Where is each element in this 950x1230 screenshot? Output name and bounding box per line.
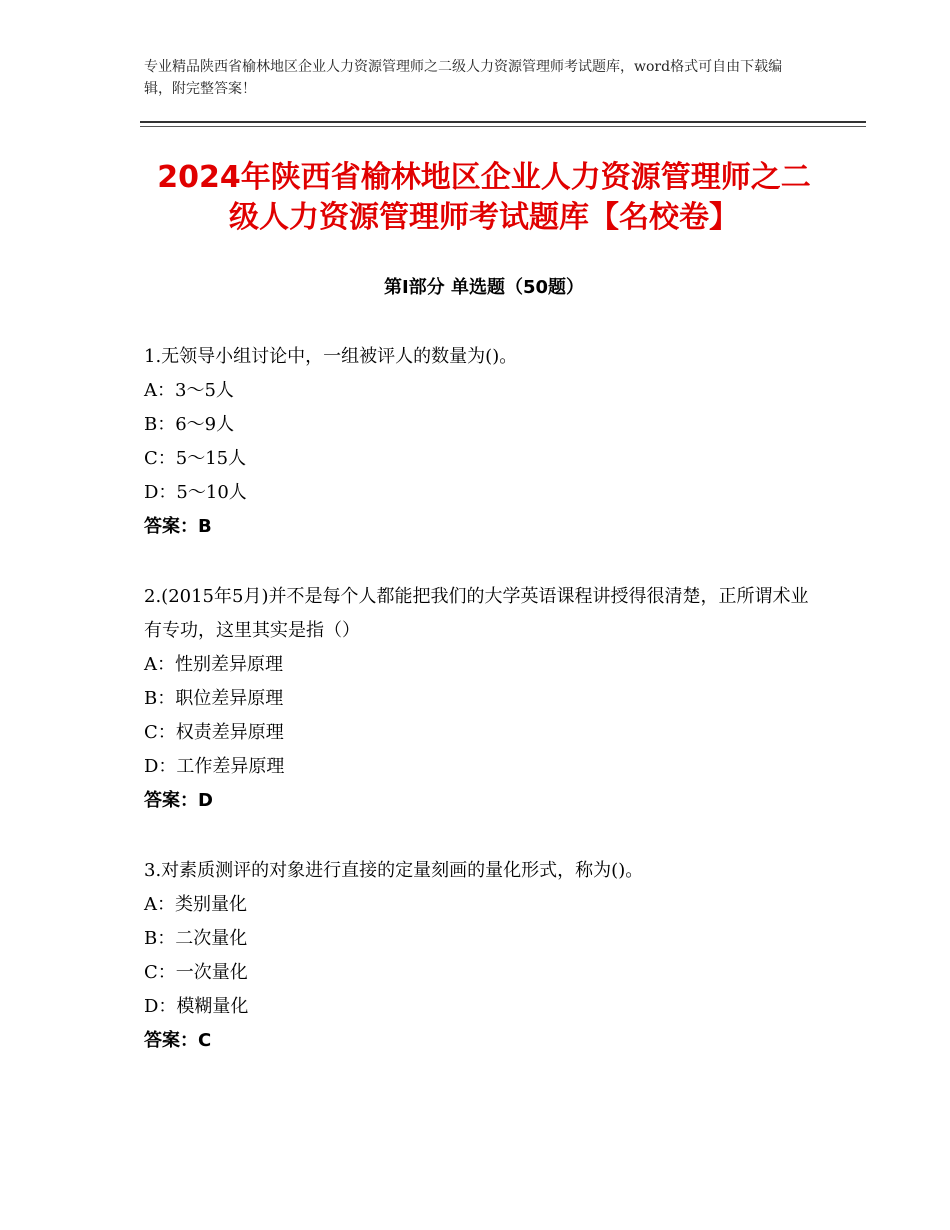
header-note: 专业精品陕西省榆林地区企业人力资源管理师之二级人力资源管理师考试题库，word格式可自由下载编辑，附完整答案！ [144, 59, 783, 97]
question-3 [144, 854, 824, 1058]
option-a: A：3～5人 [144, 380, 234, 401]
question-stem: 3.对素质测评的对象进行直接的定量刻画的量化形式，称为()。 [144, 860, 644, 881]
option-c: C：权责差异原理 [144, 722, 284, 743]
option-c: C：一次量化 [144, 962, 248, 983]
answer: 答案：B [144, 516, 212, 537]
option-a: A：性别差异原理 [144, 654, 283, 675]
question-list [144, 340, 824, 1094]
option-b: B：二次量化 [144, 928, 248, 949]
answer: 答案：D [144, 790, 213, 811]
option-c: C：5～15人 [144, 448, 247, 469]
option-d: D：5～10人 [144, 482, 247, 503]
option-a: A：类别量化 [144, 894, 247, 915]
header-divider-thick [140, 121, 866, 123]
answer: 答案：C [144, 1030, 212, 1051]
option-b: B：6～9人 [144, 414, 235, 435]
document-title: 2024年陕西省榆林地区企业人力资源管理师之二级人力资源管理师考试题库【名校卷】 [157, 160, 811, 235]
question-1 [144, 340, 824, 544]
question-stem: 1.无领导小组讨论中，一组被评人的数量为()。 [144, 346, 518, 367]
option-b: B：职位差异原理 [144, 688, 284, 709]
section-heading: 第Ⅰ部分 单选题（50题） [383, 277, 584, 298]
option-d: D：模糊量化 [144, 996, 249, 1017]
question-2 [144, 580, 824, 818]
question-stem: 2.(2015年5月)并不是每个人都能把我们的大学英语课程讲授得很清楚，正所谓术业有专功，这里其实是指（） [144, 586, 809, 641]
option-d: D：工作差异原理 [144, 756, 285, 777]
header-divider-thin [140, 126, 866, 127]
